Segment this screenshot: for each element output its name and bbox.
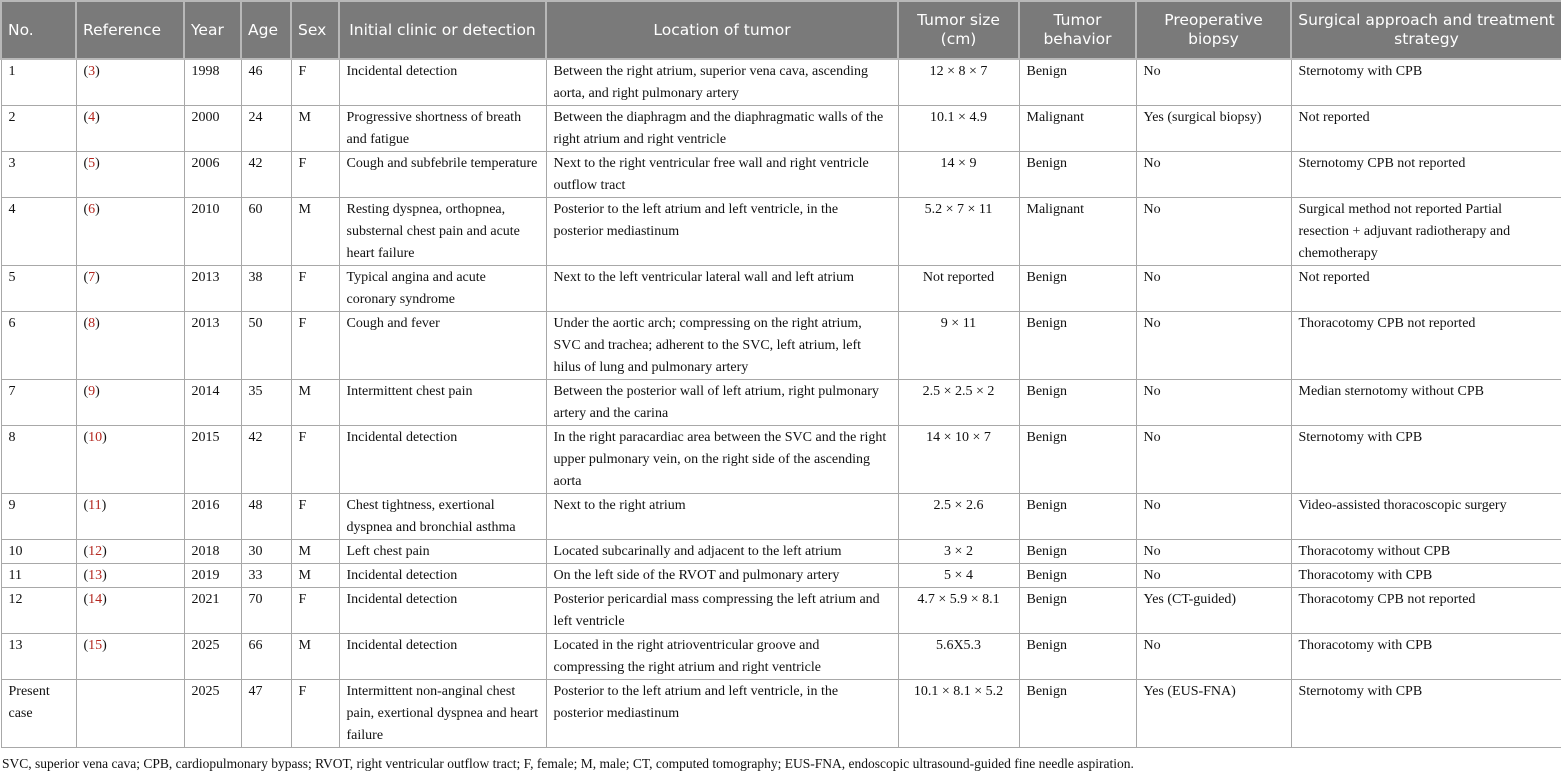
header-reference: Reference (76, 1, 184, 59)
cell-initial-clinic: Incidental detection (339, 634, 546, 680)
cell-reference: (8) (76, 312, 184, 380)
cell-tumor-size: 5.6X5.3 (898, 634, 1019, 680)
cell-tumor-size: Not reported (898, 266, 1019, 312)
table-row (1, 426, 1561, 494)
cell-year: 2025 (184, 680, 241, 748)
cell-age: 66 (241, 634, 291, 680)
cell-surgical-approach: Thoracotomy without CPB (1291, 540, 1561, 564)
cell-tumor-size: 5.2 × 7 × 11 (898, 198, 1019, 266)
cell-no: 1 (1, 59, 76, 106)
cell-reference: (11) (76, 494, 184, 540)
cell-location: Under the aortic arch; compressing on the right atrium, SVC and trachea; adherent to the SVC, left atrium, left hilus of lung and pulmonary artery (546, 312, 898, 380)
header-year: Year (184, 1, 241, 59)
reference-link[interactable]: 4 (88, 110, 96, 125)
cell-no: 12 (1, 588, 76, 634)
cell-reference: (9) (76, 380, 184, 426)
cell-no: Present case (1, 680, 76, 748)
table-row (1, 380, 1561, 426)
cell-surgical-approach: Video-assisted thoracoscopic surgery (1291, 494, 1561, 540)
cell-preoperative-biopsy: No (1136, 198, 1291, 266)
cell-preoperative-biopsy: No (1136, 540, 1291, 564)
cell-reference (76, 680, 184, 748)
reference-link[interactable]: 9 (88, 384, 96, 399)
cell-preoperative-biopsy: Yes (surgical biopsy) (1136, 106, 1291, 152)
cell-age: 48 (241, 494, 291, 540)
cell-surgical-approach: Not reported (1291, 266, 1561, 312)
cell-no: 6 (1, 312, 76, 380)
cell-location: Next to the right atrium (546, 494, 898, 540)
table-row (1, 312, 1561, 380)
cell-no: 10 (1, 540, 76, 564)
cell-no: 5 (1, 266, 76, 312)
cell-surgical-approach: Sternotomy CPB not reported (1291, 152, 1561, 198)
table-row (1, 106, 1561, 152)
cell-tumor-behavior: Benign (1019, 266, 1136, 312)
cell-surgical-approach: Thoracotomy CPB not reported (1291, 588, 1561, 634)
reference-link[interactable]: 11 (88, 498, 102, 513)
cell-initial-clinic: Cough and fever (339, 312, 546, 380)
header-preoperative-biopsy: Preoperative biopsy (1136, 1, 1291, 59)
cell-reference: (3) (76, 59, 184, 106)
table-row (1, 588, 1561, 634)
cell-reference: (4) (76, 106, 184, 152)
cell-tumor-behavior: Benign (1019, 634, 1136, 680)
header-no: No. (1, 1, 76, 59)
cell-year: 1998 (184, 59, 241, 106)
cell-tumor-size: 14 × 9 (898, 152, 1019, 198)
cell-preoperative-biopsy: Yes (CT-guided) (1136, 588, 1291, 634)
cell-initial-clinic: Chest tightness, exertional dyspnea and bronchial asthma (339, 494, 546, 540)
cell-year: 2016 (184, 494, 241, 540)
cell-initial-clinic: Incidental detection (339, 59, 546, 106)
cell-age: 30 (241, 540, 291, 564)
cell-tumor-behavior: Malignant (1019, 198, 1136, 266)
cell-tumor-size: 2.5 × 2.6 (898, 494, 1019, 540)
table-row (1, 198, 1561, 266)
cell-preoperative-biopsy: No (1136, 312, 1291, 380)
cell-age: 47 (241, 680, 291, 748)
cell-preoperative-biopsy: No (1136, 380, 1291, 426)
cell-reference: (14) (76, 588, 184, 634)
cell-year: 2010 (184, 198, 241, 266)
table-row (1, 494, 1561, 540)
cell-tumor-size: 12 × 8 × 7 (898, 59, 1019, 106)
cell-sex: M (291, 564, 339, 588)
cell-sex: F (291, 494, 339, 540)
cell-reference: (5) (76, 152, 184, 198)
cell-sex: F (291, 59, 339, 106)
cell-tumor-behavior: Benign (1019, 59, 1136, 106)
table-row (1, 540, 1561, 564)
cell-initial-clinic: Intermittent chest pain (339, 380, 546, 426)
cell-no: 11 (1, 564, 76, 588)
cell-tumor-behavior: Benign (1019, 380, 1136, 426)
reference-link[interactable]: 8 (88, 316, 96, 331)
cell-preoperative-biopsy: No (1136, 266, 1291, 312)
cell-initial-clinic: Intermittent non-anginal chest pain, exertional dyspnea and heart failure (339, 680, 546, 748)
cell-surgical-approach: Thoracotomy with CPB (1291, 564, 1561, 588)
cell-tumor-size: 4.7 × 5.9 × 8.1 (898, 588, 1019, 634)
cell-sex: F (291, 680, 339, 748)
cell-initial-clinic: Progressive shortness of breath and fatigue (339, 106, 546, 152)
header-sex: Sex (291, 1, 339, 59)
cell-year: 2015 (184, 426, 241, 494)
cell-year: 2013 (184, 312, 241, 380)
table-row (1, 152, 1561, 198)
cell-no: 2 (1, 106, 76, 152)
cell-age: 35 (241, 380, 291, 426)
cell-reference: (15) (76, 634, 184, 680)
cell-preoperative-biopsy: No (1136, 494, 1291, 540)
cell-tumor-behavior: Malignant (1019, 106, 1136, 152)
cell-tumor-behavior: Benign (1019, 588, 1136, 634)
cell-initial-clinic: Cough and subfebrile temperature (339, 152, 546, 198)
cell-age: 70 (241, 588, 291, 634)
table-row (1, 634, 1561, 680)
cell-surgical-approach: Surgical method not reported Partial resection + adjuvant radiotherapy and chemotherapy (1291, 198, 1561, 266)
cell-tumor-behavior: Benign (1019, 680, 1136, 748)
cell-age: 24 (241, 106, 291, 152)
cell-surgical-approach: Not reported (1291, 106, 1561, 152)
cell-preoperative-biopsy: No (1136, 564, 1291, 588)
cell-age: 42 (241, 152, 291, 198)
reference-link[interactable]: 7 (88, 270, 96, 285)
cell-surgical-approach: Sternotomy with CPB (1291, 680, 1561, 748)
cell-reference: (10) (76, 426, 184, 494)
cell-sex: F (291, 266, 339, 312)
table-row (1, 266, 1561, 312)
reference-link[interactable]: 5 (88, 156, 96, 171)
cell-year: 2019 (184, 564, 241, 588)
cell-tumor-behavior: Benign (1019, 540, 1136, 564)
cell-initial-clinic: Incidental detection (339, 588, 546, 634)
header-surgical-approach: Surgical approach and treatment strategy (1291, 1, 1561, 59)
table-header-row (1, 1, 1561, 59)
cell-location: Located subcarinally and adjacent to the left atrium (546, 540, 898, 564)
cell-location: Between the diaphragm and the diaphragmatic walls of the right atrium and right ventricle (546, 106, 898, 152)
reference-link[interactable]: 3 (88, 64, 96, 79)
cell-no: 4 (1, 198, 76, 266)
cell-reference: (13) (76, 564, 184, 588)
cell-tumor-size: 3 × 2 (898, 540, 1019, 564)
reference-link[interactable]: 13 (88, 568, 103, 583)
header-tumor-size: Tumor size (cm) (898, 1, 1019, 59)
reference-link[interactable]: 6 (88, 202, 96, 217)
cell-no: 13 (1, 634, 76, 680)
reference-link[interactable]: 10 (88, 430, 103, 445)
cell-location: Between the posterior wall of left atrium, right pulmonary artery and the carina (546, 380, 898, 426)
cell-tumor-size: 2.5 × 2.5 × 2 (898, 380, 1019, 426)
cell-sex: M (291, 198, 339, 266)
cell-age: 42 (241, 426, 291, 494)
cell-tumor-size: 9 × 11 (898, 312, 1019, 380)
cell-surgical-approach: Median sternotomy without CPB (1291, 380, 1561, 426)
cell-age: 33 (241, 564, 291, 588)
cell-location: In the right paracardiac area between the SVC and the right upper pulmonary vein, on the right side of the ascending aorta (546, 426, 898, 494)
cell-year: 2006 (184, 152, 241, 198)
cell-age: 60 (241, 198, 291, 266)
cell-surgical-approach: Sternotomy with CPB (1291, 59, 1561, 106)
cell-tumor-size: 10.1 × 8.1 × 5.2 (898, 680, 1019, 748)
cell-tumor-behavior: Benign (1019, 312, 1136, 380)
cell-sex: F (291, 588, 339, 634)
cell-tumor-size: 10.1 × 4.9 (898, 106, 1019, 152)
cell-preoperative-biopsy: No (1136, 152, 1291, 198)
cell-initial-clinic: Left chest pain (339, 540, 546, 564)
cell-sex: F (291, 312, 339, 380)
cell-sex: M (291, 106, 339, 152)
reference-link[interactable]: 15 (88, 638, 103, 653)
cell-sex: F (291, 426, 339, 494)
cell-sex: M (291, 540, 339, 564)
cell-tumor-size: 14 × 10 × 7 (898, 426, 1019, 494)
header-initial-clinic: Initial clinic or detection (339, 1, 546, 59)
reference-link[interactable]: 12 (88, 544, 103, 559)
cell-reference: (6) (76, 198, 184, 266)
cell-preoperative-biopsy: No (1136, 59, 1291, 106)
reference-link[interactable]: 14 (88, 592, 103, 607)
cell-sex: F (291, 152, 339, 198)
table-row (1, 59, 1561, 106)
cell-surgical-approach: Thoracotomy with CPB (1291, 634, 1561, 680)
cell-location: Between the right atrium, superior vena cava, ascending aorta, and right pulmonary artery (546, 59, 898, 106)
cell-no: 9 (1, 494, 76, 540)
cell-age: 46 (241, 59, 291, 106)
cell-location: Posterior to the left atrium and left ventricle, in the posterior mediastinum (546, 680, 898, 748)
cell-year: 2025 (184, 634, 241, 680)
cell-initial-clinic: Resting dyspnea, orthopnea, substernal chest pain and acute heart failure (339, 198, 546, 266)
cell-location: Next to the right ventricular free wall and right ventricle outflow tract (546, 152, 898, 198)
cell-reference: (12) (76, 540, 184, 564)
header-location: Location of tumor (546, 1, 898, 59)
cell-year: 2014 (184, 380, 241, 426)
cell-age: 38 (241, 266, 291, 312)
table-caption: SVC, superior vena cava; CPB, cardiopulmonary bypass; RVOT, right ventricular outflow tract; F, female; M, male; CT, computed tomography; EUS-FNA, endoscopic ultrasound-guided fine needle aspiration. (2, 756, 1134, 771)
cell-tumor-behavior: Benign (1019, 564, 1136, 588)
cell-sex: M (291, 380, 339, 426)
cell-tumor-behavior: Benign (1019, 152, 1136, 198)
cell-year: 2021 (184, 588, 241, 634)
cell-no: 3 (1, 152, 76, 198)
cell-age: 50 (241, 312, 291, 380)
cell-location: Posterior pericardial mass compressing the left atrium and left ventricle (546, 588, 898, 634)
cell-initial-clinic: Typical angina and acute coronary syndrome (339, 266, 546, 312)
cell-location: Posterior to the left atrium and left ventricle, in the posterior mediastinum (546, 198, 898, 266)
cell-initial-clinic: Incidental detection (339, 426, 546, 494)
cell-location: Located in the right atrioventricular groove and compressing the right atrium and right ventricle (546, 634, 898, 680)
cell-reference: (7) (76, 266, 184, 312)
cell-preoperative-biopsy: No (1136, 634, 1291, 680)
header-age: Age (241, 1, 291, 59)
cell-sex: M (291, 634, 339, 680)
table-row (1, 680, 1561, 748)
cell-preoperative-biopsy: Yes (EUS-FNA) (1136, 680, 1291, 748)
cell-no: 8 (1, 426, 76, 494)
cell-tumor-behavior: Benign (1019, 494, 1136, 540)
cell-tumor-size: 5 × 4 (898, 564, 1019, 588)
cell-tumor-behavior: Benign (1019, 426, 1136, 494)
cell-initial-clinic: Incidental detection (339, 564, 546, 588)
table-row (1, 564, 1561, 588)
header-tumor-behavior: Tumor behavior (1019, 1, 1136, 59)
cell-year: 2013 (184, 266, 241, 312)
cell-location: On the left side of the RVOT and pulmonary artery (546, 564, 898, 588)
cell-no: 7 (1, 380, 76, 426)
cell-surgical-approach: Thoracotomy CPB not reported (1291, 312, 1561, 380)
cell-year: 2000 (184, 106, 241, 152)
cell-surgical-approach: Sternotomy with CPB (1291, 426, 1561, 494)
cell-preoperative-biopsy: No (1136, 426, 1291, 494)
cell-year: 2018 (184, 540, 241, 564)
cell-location: Next to the left ventricular lateral wall and left atrium (546, 266, 898, 312)
